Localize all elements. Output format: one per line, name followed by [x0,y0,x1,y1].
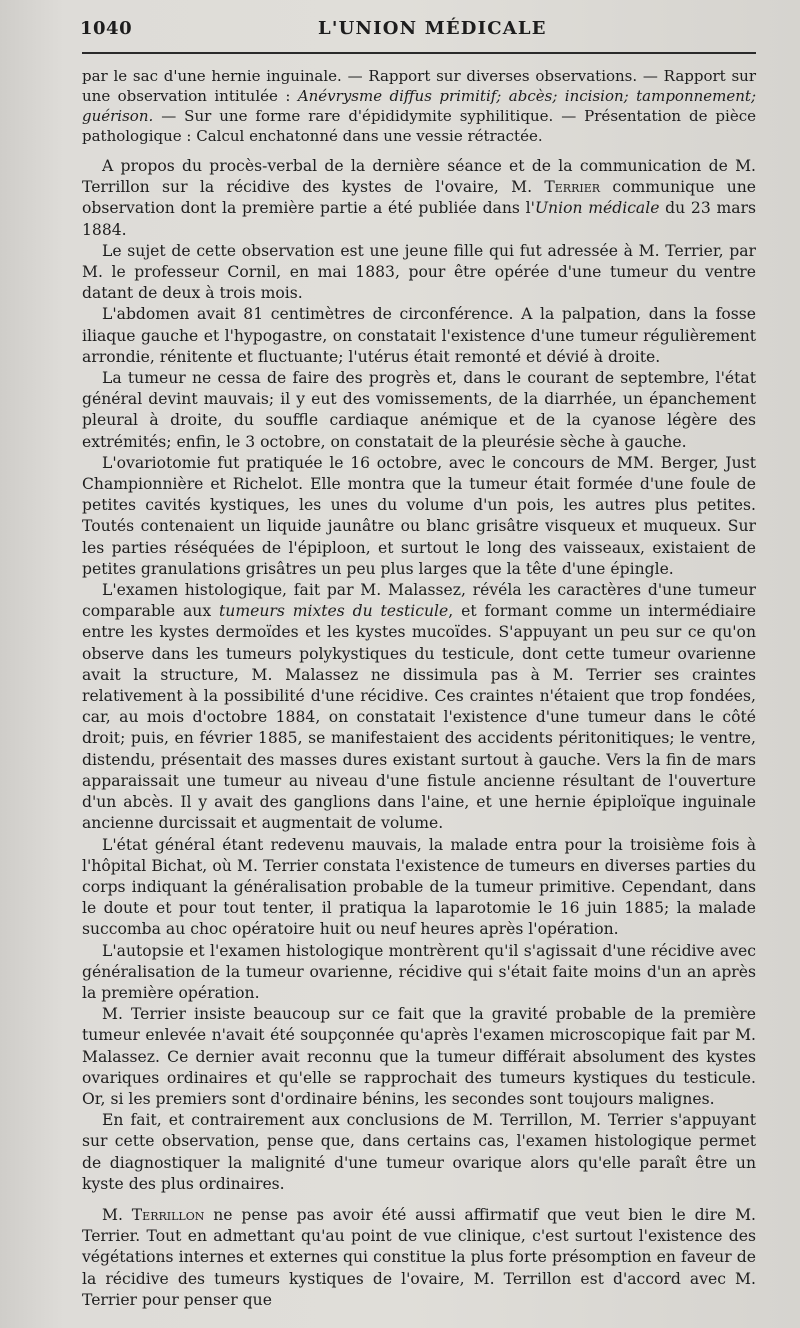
paragraph-10: En fait, et contrairement aux conclusions de M. Terrillon, M. Terrier s'appuyant sur cette observation, pense que, dans certains cas, l'examen histologique permet de diagnostiquer la malignité d'une tumeur ovarique alors qu'elle paraît être un kyste des plus ordinaires. [82,1111,756,1193]
paragraph-3: L'abdomen avait 81 centimètres de circonférence. A la palpation, dans la fosse iliaque gauche et l'hypogastre, on constatait l'existence d'une tumeur régulièrement arrondie, rénitente et fluctuante; l'utérus était remonté et dévié à droite. [82,305,756,366]
speaker-name: Terrillon [131,1205,205,1224]
intro-summary: par le sac d'une hernie inguinale. — Rapport sur diverses observations. — Rapport sur une observation intitulée : Anévrysme diffus primitif; abcès; incision; tamponnement; guérison. — Sur une forme rare d'épididymite syphilitique. — Présentation de pièce pathologique : Calcul enchatonné dans une vessie rétractée. [82,67,756,145]
paragraph-7: L'état général étant redevenu mauvais, la malade entra pour la troisième fois à l'hôpital Bichat, où M. Terrier constata l'existence de tumeurs en diverses parties du corps indiquant la généralisation probable de la tumeur primitive. Cependant, dans le doute et pour tout tenter, il pratiqua la laparotomie le 16 juin 1885; la malade succomba au choc opératoire huit ou neuf heures après l'opération. [82,835,756,939]
article-body [82,156,756,1311]
journal-title: L'UNION MÉDICALE [318,18,547,39]
paragraph-6: L'examen histologique, fait par M. Malassez, révéla les caractères d'une tumeur comparable aux tumeurs mixtes du testicule, et formant comme un intermédiaire entre les kystes dermoïdes et les kystes mucoïdes. S'appuyant un peu sur ce qu'on observe dans les tumeurs polykystiques du testicule, dont cette tumeur ovarienne avait la structure, M. Malassez ne dissimula pas à M. Terrier ses craintes relativement à la possibilité d'une récidive. Ces craintes n'étaient que trop fondées, car, au mois d'octobre 1884, on constatait l'existence d'une tumeur dans le côté droit; puis, en février 1885, se manifestaient des accidents péritonitiques; le ventre, distendu, présentait des masses dures existant surtout à gauche. Vers la fin de mars apparaissait une tumeur au niveau d'une fistule ancienne résultant de l'ouverture d'un abcès. Il y avait des ganglions dans l'aine, et une hernie épiploïque inguinale ancienne durcissait et augmentait de volume. [82,581,757,833]
paragraph-1: A propos du procès-verbal de la dernière séance et de la communication de M. Terrillon sur la récidive des kystes de l'ovaire, M. Terrier communique une observation dont la première partie a été publiée dans l'Union médicale du 23 mars 1884. [82,157,757,239]
page-number: 1040 [80,18,133,39]
paragraph-5: L'ovariotomie fut pratiquée le 16 octobre, avec le concours de MM. Berger, Just Championnière et Richelot. Elle montra que la tumeur était formée d'une foule de petites cavités kystiques, les unes du volume d'un pois, les autres plus petites. Toutés contenaient un liquide jaunâtre ou blanc grisâtre visqueux et muqueux. Sur les parties réséquées de l'épiploon, et surtout le long des vaisseaux, existaient de petites granulations grisâtres un peu plus larges que la tête d'une épingle. [82,453,756,578]
paragraph-8: L'autopsie et l'examen histologique montrèrent qu'il s'agissait d'une récidive avec généralisation de la tumeur ovarienne, récidive qui s'était faite moins d'un an après la première opération. [82,941,756,1002]
speaker-name: Terrier [544,178,601,197]
intro-italic-title: Anévrysme diffus primitif; abcès; incision; tamponnement; guérison. [82,87,756,125]
header-rule [82,52,756,54]
paragraph-2: Le sujet de cette observation est une jeune fille qui fut adressée à M. Terrier, par M. le professeur Cornil, en mai 1883, pour être opérée d'une tumeur du ventre datant de deux à trois mois. [82,241,756,303]
paragraph-9: M. Terrier insiste beaucoup sur ce fait que la gravité probable de la première tumeur enlevée n'avait été soupçonnée qu'après l'examen microscopique fait par M. Malassez. Ce dernier avait reconnu que la tumeur différait absolument des kystes ovariques ordinaires et qu'elle se rapprochait des tumeurs kystiques du testicule. Or, si les premiers sont d'ordinaire bénins, les secondes sont toujours malignes. [82,1005,756,1108]
paragraph-11: M. Terrillon ne pense pas avoir été aussi affirmatif que veut bien le dire M. Terrier. Tout en admettant qu'au point de vue clinique, c'est surtout l'existence des végétations internes et externes qui constitue la plus forte présomption en faveur de la récidive des tumeurs kystiques de l'ovaire, M. Terrillon est d'accord avec M. Terrier pour penser que [82,1205,756,1309]
paragraph-4: La tumeur ne cessa de faire des progrès et, dans le courant de septembre, l'état général devint mauvais; il y eut des vomissements, de la diarrhée, un épanchement pleural à droite, du souffle cardiaque anémique et de la cyanose légère des extrémités; enfin, le 3 octobre, on constatait de la pleurésie sèche à gauche. [82,369,756,451]
running-header [82,14,756,44]
